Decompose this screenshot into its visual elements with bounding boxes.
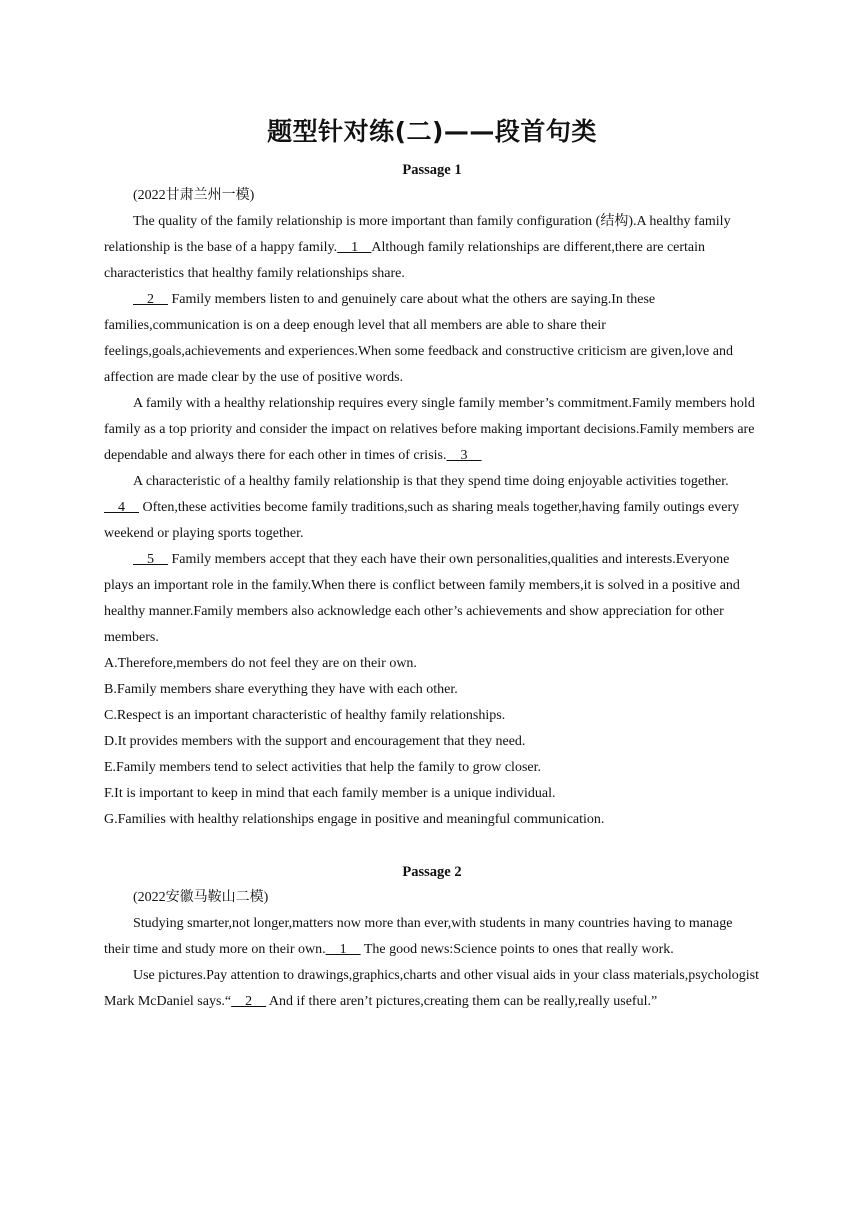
paragraph-text: And if there aren’t pictures,creating them can be really,really useful.”: [266, 994, 658, 1009]
paragraph-text: Often,these activities become family traditions,such as sharing meals together,having family outings every weekend or playing sports together.: [104, 500, 740, 541]
paragraph-text: The good news:Science points to ones that really work.: [360, 942, 674, 957]
answer-blank: 4: [104, 500, 139, 515]
paragraph-text: Use pictures.Pay attention to drawings,graphics,charts and other visual aids in your class materials,psychologist Mark McDaniel says.“: [104, 968, 759, 1009]
paragraph: [104, 469, 760, 547]
answer-blank: 3: [446, 448, 482, 463]
paragraph: [104, 547, 760, 651]
option-item: C.Respect is an important characteristic of healthy family relationships.: [104, 708, 506, 723]
option-item: A.Therefore,members do not feel they are on their own.: [104, 656, 417, 671]
passage-heading: Passage 1: [402, 162, 462, 178]
option-item: B.Family members share everything they have with each other.: [104, 682, 458, 697]
passage-heading: Passage 2: [402, 864, 462, 880]
answer-blank: 5: [133, 552, 168, 567]
paragraph-text: A family with a healthy relationship requires every single family member’s commitment.Family members hold family as a top priority and consider the impact on relatives before making important decisions.Family members are dependable and always there for each other in times of crisis.: [104, 396, 755, 463]
paragraph: [104, 209, 760, 287]
paragraph-text: Although family relationships are different,there are certain characteristics that healthy family relationships share.: [104, 240, 706, 281]
option-item: E.Family members tend to select activities that help the family to grow closer.: [104, 760, 542, 775]
passage-2: [104, 859, 760, 1015]
paragraph-text: Family members listen to and genuinely care about what the others are saying.In these families,communication is on a deep enough level that all members are able to share their feelings,goals,achievements and experiences.When some feedback and constructive criticism are given,love and affection are made clear by the use of positive words.: [104, 292, 733, 385]
paragraph: [104, 391, 760, 469]
option-item: G.Families with healthy relationships engage in positive and meaningful communication.: [104, 812, 605, 827]
paragraph-text: Studying smarter,not longer,matters now more than ever,with students in many countries having to manage their time and study more on their own.: [104, 916, 733, 957]
answer-blank: 1: [325, 942, 361, 957]
paragraph: [104, 911, 760, 963]
answer-blank: 1: [337, 240, 372, 255]
passage-paragraphs: [104, 911, 760, 1015]
passage-1: [104, 157, 760, 833]
paragraph: [104, 963, 760, 1015]
option-item: D.It provides members with the support and encouragement that they need.: [104, 734, 526, 749]
answer-blank: 2: [133, 292, 168, 307]
paragraph-text: Family members accept that they each have their own personalities,qualities and interests.Everyone plays an important role in the family.When there is conflict between family members,it is solved in a positive and healthy manner.Family members also acknowledge each other’s achievements and show appreciation for other members.: [104, 552, 740, 645]
passage-paragraphs: [104, 209, 760, 651]
page-title: 题型针对练(二)——段首句类: [267, 117, 597, 146]
answer-blank: 2: [231, 994, 267, 1009]
option-item: F.It is important to keep in mind that each family member is a unique individual.: [104, 786, 556, 801]
paragraph-text: A characteristic of a healthy family relationship is that they spend time doing enjoyable activities together.: [133, 474, 729, 489]
options-list: [104, 651, 760, 833]
source-note: (2022安徽马鞍山二模): [133, 890, 269, 905]
paragraph: [104, 287, 760, 391]
source-note: (2022甘肃兰州一模): [133, 188, 255, 203]
paragraph-text: The quality of the family relationship is more important than family configuration (结构).A healthy family relationship is the base of a happy family.: [104, 214, 731, 255]
